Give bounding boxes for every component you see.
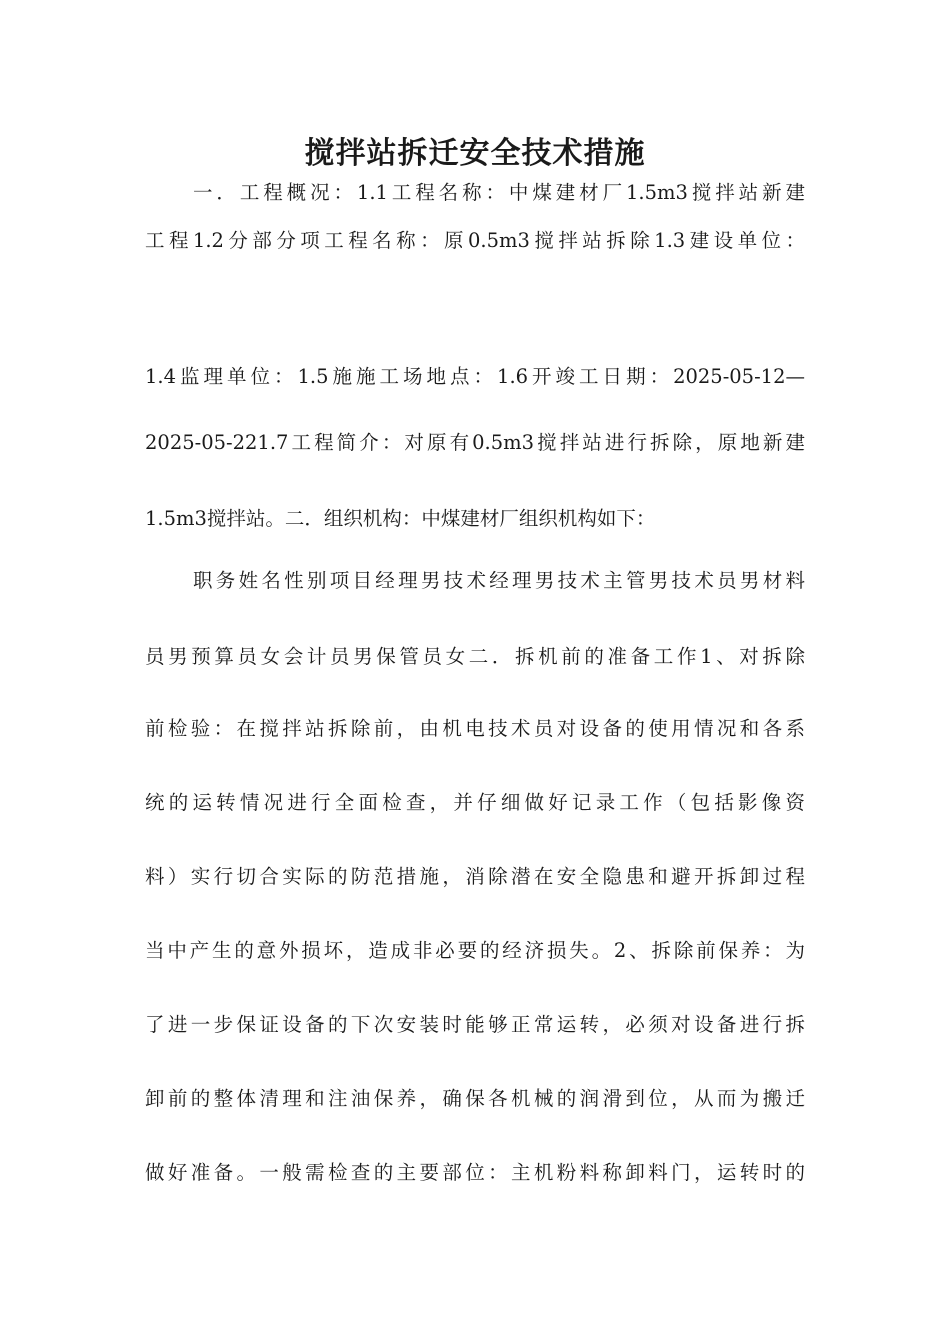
- body-line-7: 员男预算员女会计员男保管员女二．拆机前的准备工作1、对拆除: [145, 645, 805, 668]
- document-title: 搅拌站拆迁安全技术措施: [304, 136, 646, 171]
- body-line-6: 职务姓名性别项目经理男技术经理男技术主管男技术员男材料: [193, 569, 805, 592]
- body-line-14: 做好准备。一般需检查的主要部位：主机粉料称卸料门，运转时的: [145, 1161, 805, 1184]
- body-line-2: 工程1.2分部分项工程名称：原0.5m3搅拌站拆除1.3建设单位：: [145, 229, 805, 252]
- body-line-1: 一．工程概况：1.1工程名称：中煤建材厂1.5m3搅拌站新建: [193, 181, 805, 204]
- body-line-13: 卸前的整体清理和注油保养，确保各机械的润滑到位，从而为搬迁: [145, 1087, 805, 1110]
- body-line-8: 前检验：在搅拌站拆除前，由机电技术员对设备的使用情况和各系: [145, 717, 805, 740]
- body-line-4: 2025-05-221.7工程简介：对原有0.5m3搅拌站进行拆除，原地新建: [145, 431, 805, 454]
- body-line-11: 当中产生的意外损坏，造成非必要的经济损失。2、拆除前保养：为: [145, 939, 805, 962]
- body-line-10: 料）实行切合实际的防范措施，消除潜在安全隐患和避开拆卸过程: [145, 865, 805, 888]
- body-line-9: 统的运转情况进行全面检查，并仔细做好记录工作（包括影像资: [145, 791, 805, 814]
- body-line-12: 了进一步保证设备的下次安装时能够正常运转，必须对设备进行拆: [145, 1013, 805, 1036]
- body-line-3: 1.4监理单位：1.5施施工场地点：1.6开竣工日期：2025-05-12—: [145, 365, 805, 388]
- body-line-5: 1.5m3搅拌站。二．组织机构：中煤建材厂组织机构如下：: [145, 507, 656, 530]
